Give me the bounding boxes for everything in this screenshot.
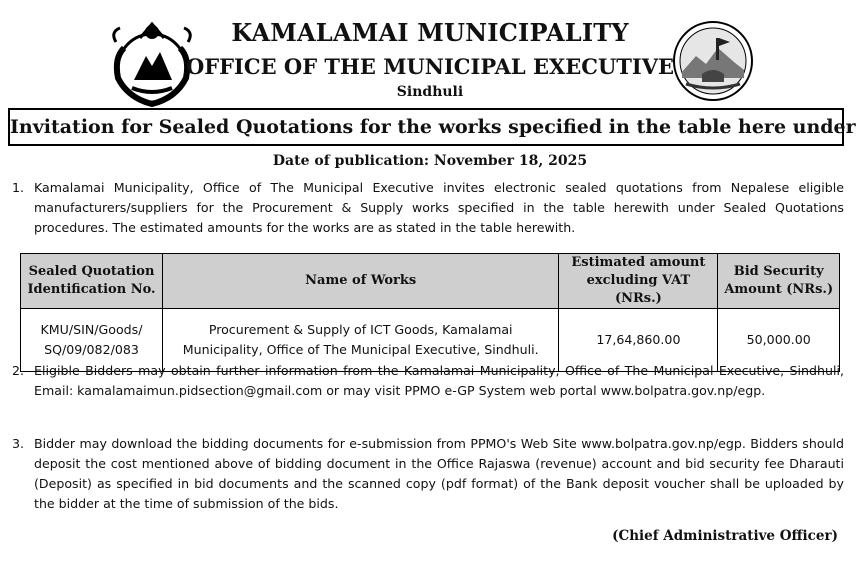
cell-estimated-amount: 17,64,860.00 [559, 309, 718, 372]
cell-line: KMU/SIN/Goods/ [40, 322, 143, 337]
header-bid-security [718, 254, 840, 309]
header-line: Bid Security [733, 264, 824, 279]
invitation-banner: Invitation for Sealed Quotations for the works specified in the table here under [8, 108, 844, 146]
signature-designation: (Chief Administrative Officer) [612, 528, 838, 544]
paragraph-text: Kamalamai Municipality, Office of The Municipal Executive invites electronic sealed quotations from Nepalese eligible manufacturers/suppliers for the Procurement & Supply works specified in the table herewith under Sealed Quotations procedures. The estimated amounts for the works are as stated in the table herewith. [34, 180, 844, 235]
paragraph-2 [8, 361, 844, 401]
municipality-title: KAMALAMAI MUNICIPALITY [231, 18, 629, 47]
cell-line: Procurement & Supply of ICT Goods, Kamalamai [208, 322, 513, 337]
paragraph-text: Bidder may download the bidding documents for e-submission from PPMO's Web Site www.bolpatra.gov.np/egp. Bidders should deposit the cost mentioned above of bidding document in the Office Rajaswa (revenue) account and bid security fee Dharauti (Deposit) as specified in bid documents and the scanned copy (pdf format) of the Bank deposit voucher shall be uploaded by the bidder at the time of submission of the bids. [34, 436, 844, 511]
kamalamai-municipality-seal-icon [672, 20, 754, 102]
cell-line: SQ/09/082/083 [44, 342, 139, 357]
office-title: OFFICE OF THE MUNICIPAL EXECUTIVE [185, 54, 675, 79]
header-line: excluding VAT (NRs.) [586, 273, 691, 306]
table-header-row [21, 254, 840, 309]
paragraph-1 [8, 178, 844, 238]
works-table [20, 253, 840, 372]
header-line: Estimated amount [571, 255, 706, 270]
cell-bid-security: 50,000.00 [718, 309, 840, 372]
header-identification-no [21, 254, 163, 309]
paragraph-number: 2. [12, 363, 25, 378]
paragraph-text: Eligible Bidders may obtain further information from the Kamalamai Municipality, Office of The Municipal Executive, Sindhuli, Email: kamalamaimun.pidsection@gmail.com or may visit PPMO e-GP System web portal www.bolpatra.gov.np/egp. [34, 363, 844, 398]
header-line: Sealed Quotation [28, 264, 155, 279]
header-line: Amount (NRs.) [724, 282, 834, 297]
paragraph-3 [8, 434, 844, 514]
paragraph-number: 3. [12, 436, 25, 451]
cell-line: Municipality, Office of The Municipal Executive, Sindhuli. [182, 342, 539, 357]
header-estimated-amount [559, 254, 718, 309]
header-line: Identification No. [27, 282, 156, 297]
paragraph-number: 1. [12, 180, 25, 195]
district-name: Sindhuli [396, 84, 464, 100]
header-name-of-works: Name of Works [163, 254, 559, 309]
publication-date: Date of publication: November 18, 2025 [272, 153, 588, 169]
